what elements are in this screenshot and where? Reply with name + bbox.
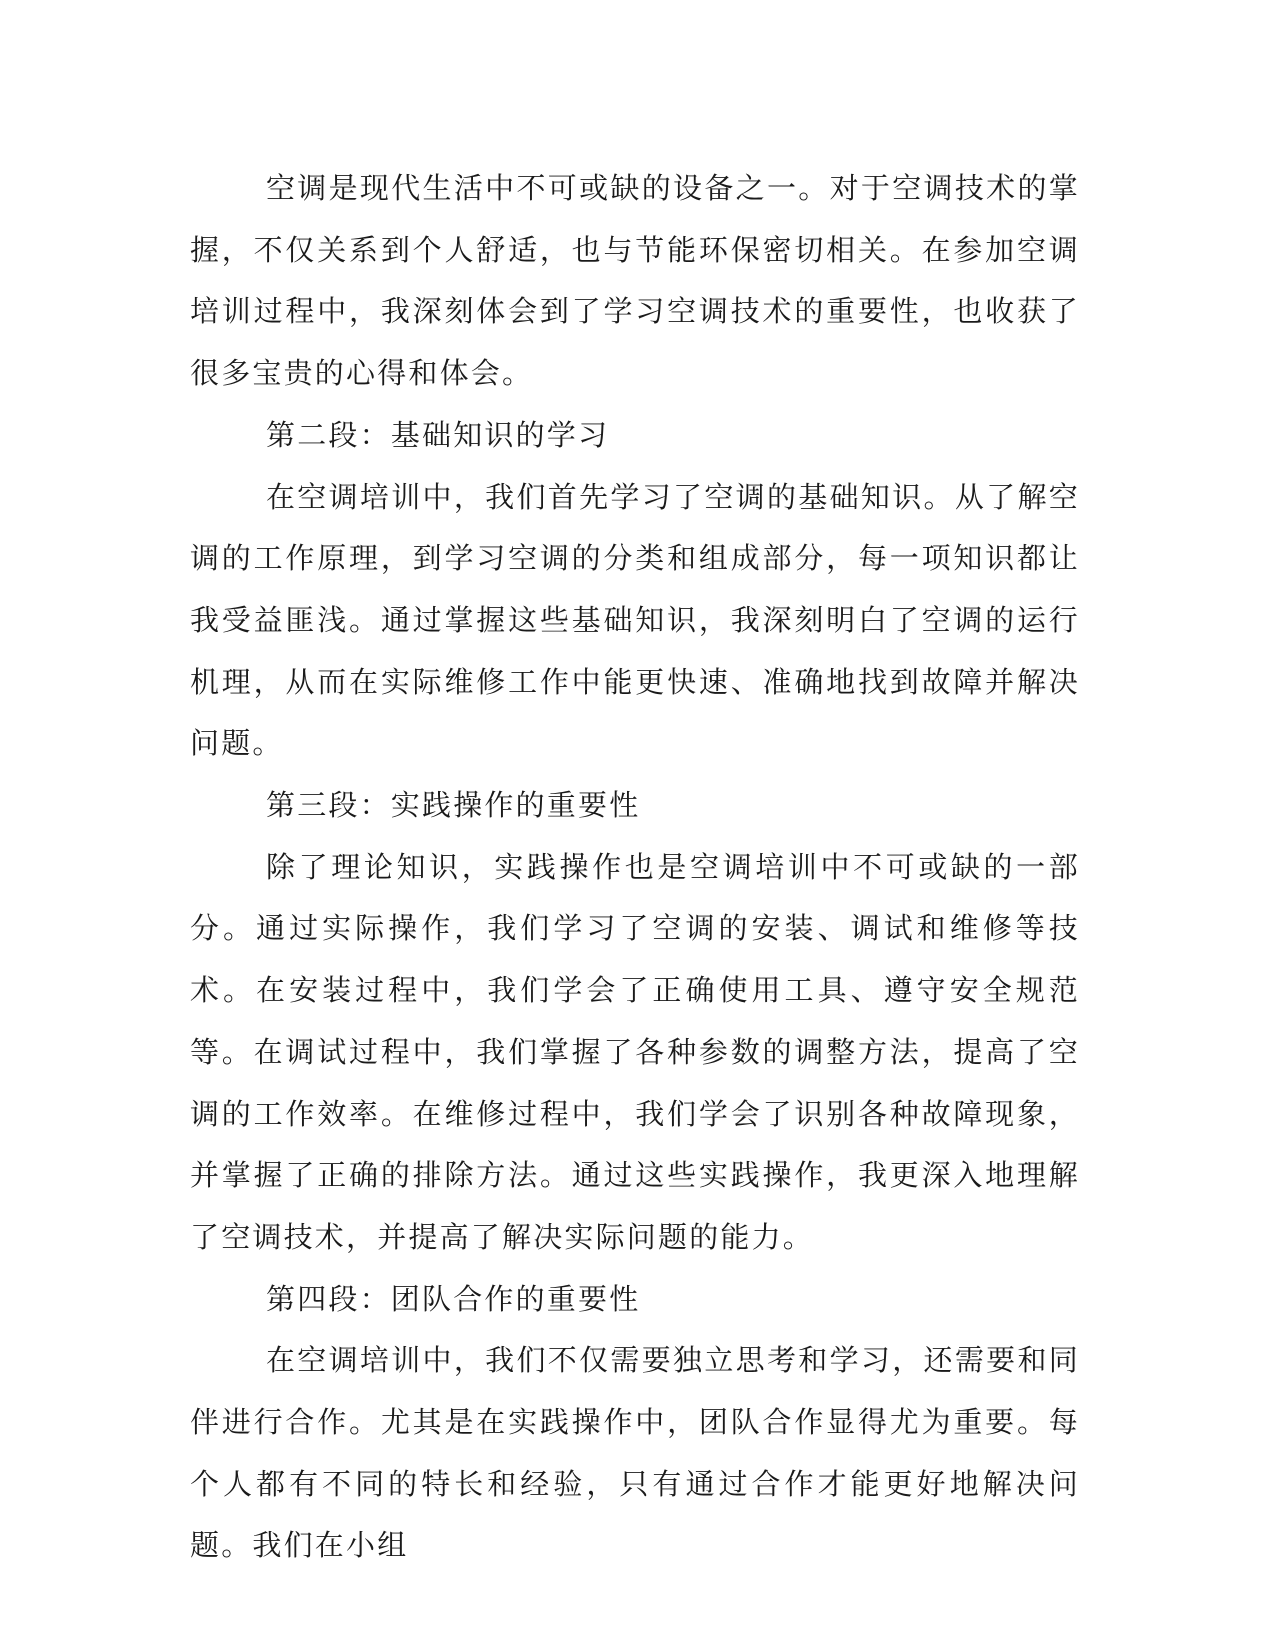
intro-paragraph: 空调是现代生活中不可或缺的设备之一。对于空调技术的掌握，不仅关系到个人舒适，也与节能环保密切相关。在参加空调培训过程中，我深刻体会到了学习空调技术的重要性，也收获了很多宝贵的心得和体会。 [190,171,1080,391]
teamwork-paragraph: 在空调培训中，我们不仅需要独立思考和学习，还需要和同伴进行合作。尤其是在实践操作中，团队合作显得尤为重要。每个人都有不同的特长和经验，只有通过合作才能更好地解决问题。我们在小组 [190,1343,1080,1563]
basics-paragraph: 在空调培训中，我们首先学习了空调的基础知识。从了解空调的工作原理，到学习空调的分类和组成部分，每一项知识都让我受益匪浅。通过掌握这些基础知识，我深刻明白了空调的运行机理，从而在实际维修工作中能更快速、准确地找到故障并解决问题。 [190,479,1080,761]
section-heading-2: 第二段：基础知识的学习 [266,417,610,452]
practice-paragraph: 除了理论知识，实践操作也是空调培训中不可或缺的一部分。通过实际操作，我们学习了空调的安装、调试和维修等技术。在安装过程中，我们学会了正确使用工具、遵守安全规范等。在调试过程中，我们掌握了各种参数的调整方法，提高了空调的工作效率。在维修过程中，我们学会了识别各种故障现象，并掌握了正确的排除方法。通过这些实践操作，我更深入地理解了空调技术，并提高了解决实际问题的能力。 [190,849,1080,1254]
section-heading-3: 第三段：实践操作的重要性 [266,788,641,823]
document-body [190,158,1080,1577]
section-heading-4: 第四段：团队合作的重要性 [266,1281,641,1316]
